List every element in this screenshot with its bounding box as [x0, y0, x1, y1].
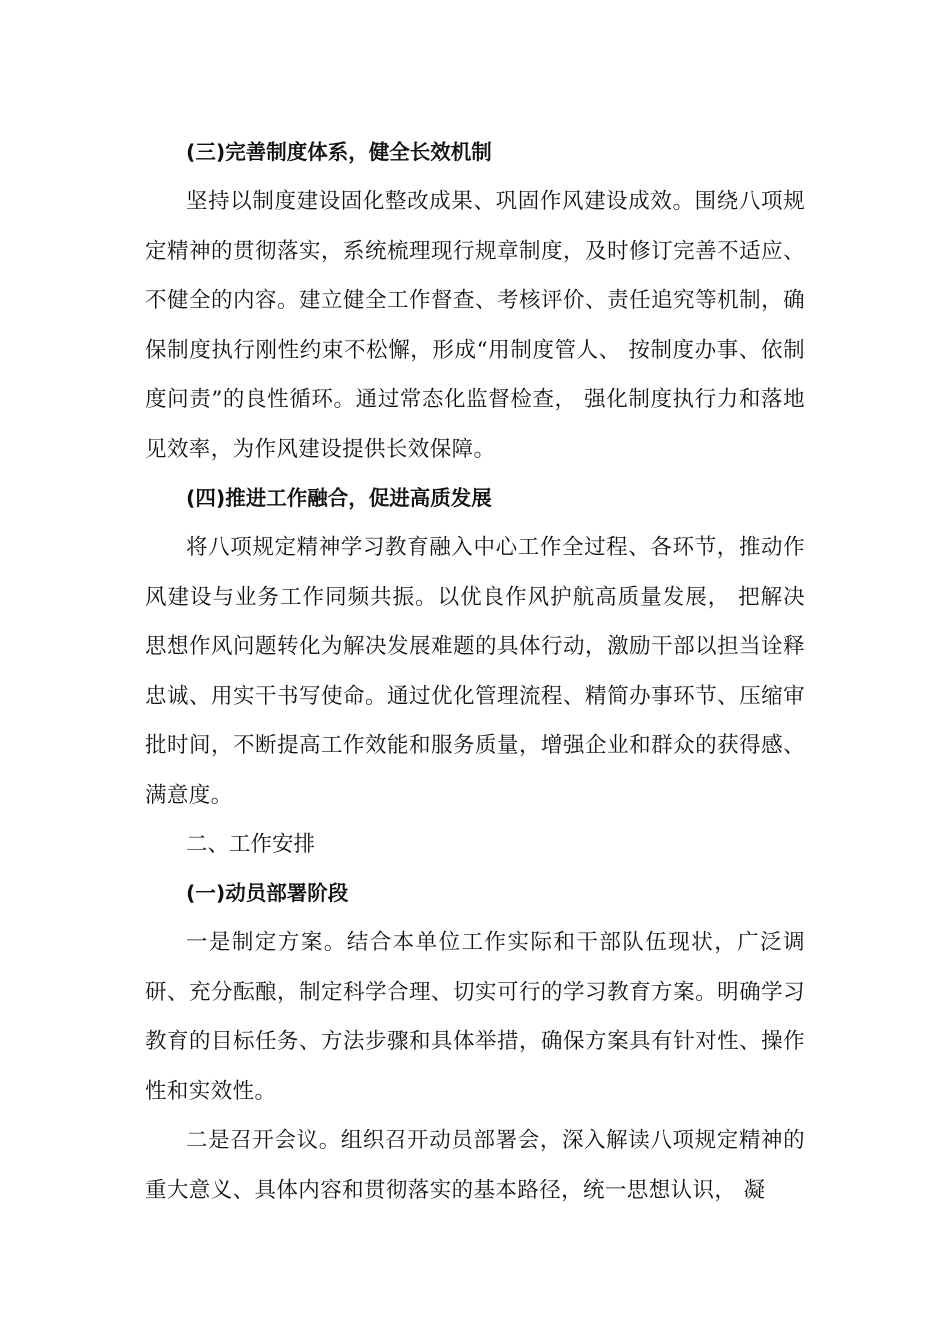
paragraph-hold-meeting: 二是召开会议。组织召开动员部署会，深入解读八项规定精神的重大意义、具体内容和贯彻落实的基本路径，统一思想认识， 凝 — [145, 1128, 805, 1203]
section-work-arrangement: 二、工作安排 — [186, 832, 316, 857]
paragraph-make-plan: 一是制定方案。结合本单位工作实际和干部队伍现状，广泛调研、充分酝酿，制定科学合理、切实可行的学习教育方案。明确学习教育的目标任务、方法步骤和具体举措，确保方案具有针对性、操作性和实效性。 — [145, 930, 805, 1104]
paragraph-system-building: 坚持以制度建设固化整改成果、巩固作风建设成效。围绕八项规定精神的贯彻落实，系统梳理现行规章制度，及时修订完善不适应、不健全的内容。建立健全工作督查、考核评价、责任追究等机制，确保制度执行刚性约束不松懈，形成“用制度管人、 按制度办事、依制度问责”的良性循环。通过常态化监督检查， 强化制度执行力和落地见效率，为作风建设提供长效保障。 — [145, 189, 805, 462]
heading-improve-system: (三)完善制度体系，健全长效机制 — [186, 140, 492, 164]
document-body — [145, 128, 805, 1215]
heading-mobilization-stage: (一)动员部署阶段 — [186, 881, 349, 905]
paragraph-work-integration: 将八项规定精神学习教育融入中心工作全过程、各环节，推动作风建设与业务工作同频共振。以优良作风护航高质量发展， 把解决思想作风问题转化为解决发展难题的具体行动，激励干部以担当诠释忠诚、用实干书写使命。通过优化管理流程、精简办事环节、压缩审批时间，不断提高工作效能和服务质量，增强企业和群众的获得感、满意度。 — [145, 535, 805, 808]
heading-work-integration: (四)推进工作融合，促进高质发展 — [186, 486, 492, 510]
